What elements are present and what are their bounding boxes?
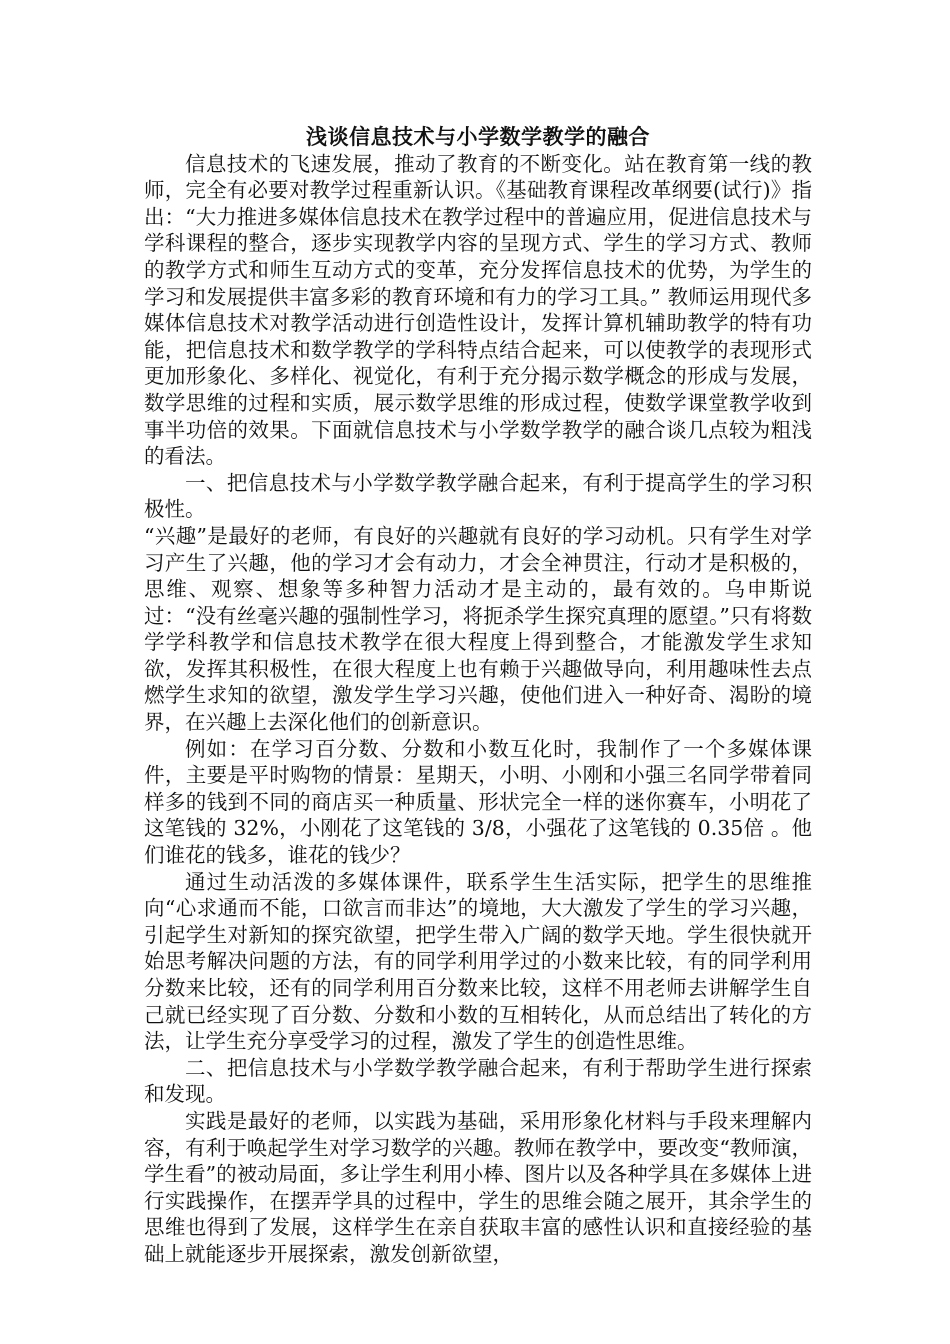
paragraph-courseware: 通过生动活泼的多媒体课件，联系学生生活实际，把学生的思维推向“心求通而不能，口欲言而非达”的境地，大大激发了学生的学习兴趣，引起学生对新知的探究欲望，把学生带入广阔的数学天地。学生很快就开始思考解决问题的方法，有的同学利用学过的小数来比较，有的同学利用分数来比较，还有的同学利用百分数来比较，这样不用老师去讲解学生自己就已经实现了百分数、分数和小数的互相转化，从而总结出了转化的方法，让学生充分享受学习的过程，激发了学生的创造性思维。 [144, 869, 812, 1054]
document-body [144, 124, 812, 1268]
paragraph-intro: 信息技术的飞速发展，推动了教育的不断变化。站在教育第一线的教师，完全有必要对教学过程重新认识。《基础教育课程改革纲要(试行)》指出：“大力推进多媒体信息技术在教学过程中的普遍应用，促进信息技术与学科课程的整合，逐步实现教学内容的呈现方式、学生的学习方式、教师的教学方式和师生互动方式的变革，充分发挥信息技术的优势，为学生的学习和发展提供丰富多彩的教育环境和有力的学习工具。” 教师运用现代多媒体信息技术对教学活动进行创造性设计，发挥计算机辅助教学的特有功能，把信息技术和数学教学的学科特点结合起来，可以使教学的表现形式更加形象化、多样化、视觉化，有利于充分揭示数学概念的形成与发展，数学思维的过程和实质，展示数学思维的形成过程，使数学课堂教学收到事半功倍的效果。下面就信息技术与小学数学教学的融合谈几点较为粗浅的看法。 [144, 151, 812, 469]
document-title: 浅谈信息技术与小学数学教学的融合 [306, 124, 650, 149]
paragraph-practice: 实践是最好的老师，以实践为基础，采用形象化材料与手段来理解内容，有利于唤起学生对学习数学的兴趣。教师在教学中，要改变“教师演，学生看”的被动局面，多让学生利用小棒、图片以及各种学具在多媒体上进行实践操作，在摆弄学具的过程中，学生的思维会随之展开，其余学生的思维也得到了发展，这样学生在亲自获取丰富的感性认识和直接经验的基础上就能逐步开展探索，激发创新欲望， [144, 1108, 812, 1266]
section-heading-2: 二、把信息技术与小学数学教学融合起来，有利于帮助学生进行探索和发现。 [144, 1055, 812, 1107]
paragraph-example: 例如：在学习百分数、分数和小数互化时，我制作了一个多媒体课件，主要是平时购物的情景：星期天，小明、小刚和小强三名同学带着同样多的钱到不同的商店买一种质量、形状完全一样的迷你赛车，小明花了这笔钱的 32%，小刚花了这笔钱的 3/8，小强花了这笔钱的 0.35倍 。他们谁花的钱多，谁花的钱少？ [144, 736, 812, 868]
section-heading-1: 一、把信息技术与小学数学教学融合起来，有利于提高学生的学习积极性。 [144, 470, 812, 522]
paragraph-interest: “兴趣”是最好的老师，有良好的兴趣就有良好的学习动机。只有学生对学习产生了兴趣，他的学习才会有动力，才会全神贯注，行动才是积极的，思维、观察、想象等多种智力活动才是主动的，最有效的。乌申斯说过：“没有丝毫兴趣的强制性学习，将扼杀学生探究真理的愿望。”只有将数学学科教学和信息技术教学在很大程度上得到整合，才能激发学生求知欲，发挥其积极性，在很大程度上也有赖于兴趣做导向，利用趣味性去点燃学生求知的欲望，激发学生学习兴趣，使他们进入一种好奇、渴盼的境界，在兴趣上去深化他们的创新意识。 [144, 523, 812, 735]
